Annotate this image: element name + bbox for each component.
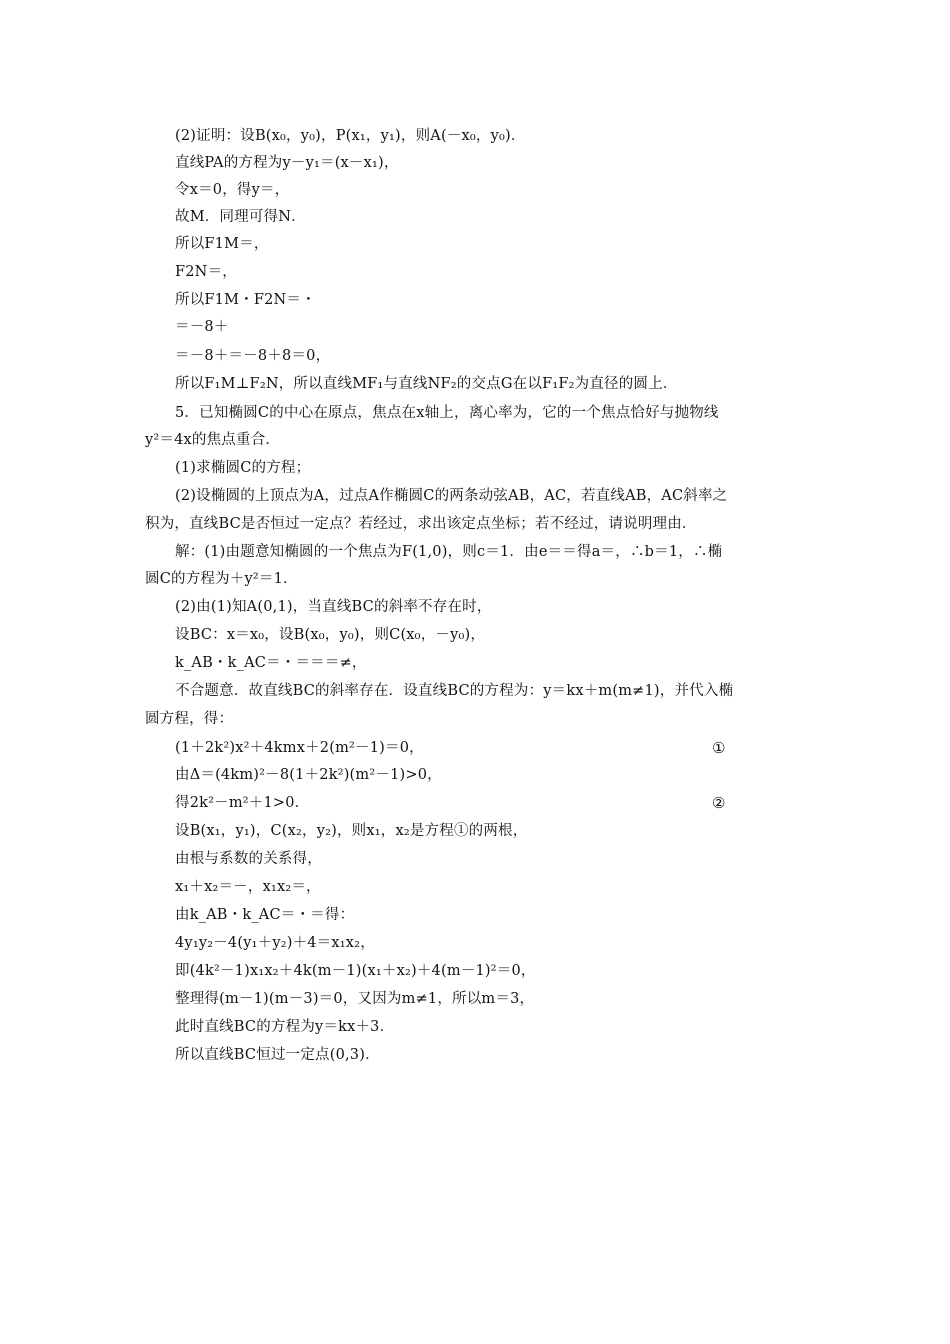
text-line: 即(4k²－1)x₁x₂＋4k(m－1)(x₁＋x₂)＋4(m－1)²＝0， [175, 963, 536, 979]
text-line: 令x＝0，得y＝， [175, 182, 290, 198]
problem-statement: 5．已知椭圆C的中心在原点，焦点在x轴上，离心率为，它的一个焦点恰好与抛物线 [175, 405, 719, 421]
text-line: 不合题意．故直线BC的斜率存在．设直线BC的方程为：y＝kx＋m(m≠1)，并代入椭 [175, 683, 734, 699]
text-line: y²＝4x的焦点重合． [145, 432, 281, 448]
text-line: 整理得(m－1)(m－3)＝0，又因为m≠1，所以m＝3， [175, 991, 535, 1007]
text-line: 圆方程，得： [145, 711, 234, 727]
text-line: 直线PA的方程为y－y₁＝(x－x₁)， [175, 155, 399, 171]
text-line: 由根与系数的关系得， [175, 851, 322, 867]
solution-start: 解：(1)由题意知椭圆的一个焦点为F(1,0)，则c＝1．由e＝＝得a＝，∴b＝1，∴椭 [175, 544, 723, 560]
text-line: 设B(x₁，y₁)，C(x₂，y₂)，则x₁，x₂是方程①的两根， [175, 823, 528, 839]
text-line: 由k_AB・k_AC＝・＝得： [175, 907, 355, 923]
equation-2: 得2k²－m²＋1>0． [175, 795, 310, 811]
text-line: (2)由(1)知A(0,1)，当直线BC的斜率不存在时， [175, 599, 492, 615]
equation-1: (1＋2k²)x²＋4kmx＋2(m²－1)＝0， [175, 740, 424, 756]
equation-mark-1: ① [712, 739, 726, 757]
text-line: 圆C的方程为＋y²＝1． [145, 571, 298, 587]
text-line: (1)求椭圆C的方程； [175, 460, 311, 476]
text-line: 所以F1M・F2N＝・ [175, 292, 316, 308]
text-line: 所以F₁M⊥F₂N，所以直线MF₁与直线NF₂的交点G在以F₁F₂为直径的圆上． [175, 376, 678, 392]
text-line: 积为，直线BC是否恒过一定点？若经过，求出该定点坐标；若不经过，请说明理由． [145, 516, 697, 532]
text-line: 所以F1M＝， [175, 236, 269, 252]
text-line: F2N＝， [175, 264, 237, 280]
text-line: 设BC：x＝x₀，设B(x₀，y₀)，则C(x₀，－y₀)， [175, 627, 486, 643]
text-line: 4y₁y₂－4(y₁＋y₂)＋4＝x₁x₂， [175, 935, 375, 951]
text-line: (2)设椭圆的上顶点为A，过点A作椭圆C的两条动弦AB，AC，若直线AB，AC斜率之 [175, 488, 728, 504]
text-line: ＝－8＋ [175, 319, 229, 335]
equation-mark-2: ② [712, 794, 726, 812]
text-line: ＝－8＋＝－8＋8＝0， [175, 348, 331, 364]
text-line: k_AB・k_AC＝・＝＝＝≠， [175, 655, 367, 671]
text-line: x₁＋x₂＝－，x₁x₂＝， [175, 879, 321, 895]
text-line: 故M．同理可得N． [175, 209, 306, 225]
text-line: 由Δ＝(4km)²－8(1＋2k²)(m²－1)>0， [175, 767, 442, 783]
text-line: 此时直线BC的方程为y＝kx＋3． [175, 1019, 395, 1035]
conclusion-line: 所以直线BC恒过一定点(0,3)． [175, 1047, 380, 1063]
text-line: (2)证明：设B(x₀，y₀)，P(x₁，y₁)，则A(－x₀，y₀)． [175, 128, 526, 144]
